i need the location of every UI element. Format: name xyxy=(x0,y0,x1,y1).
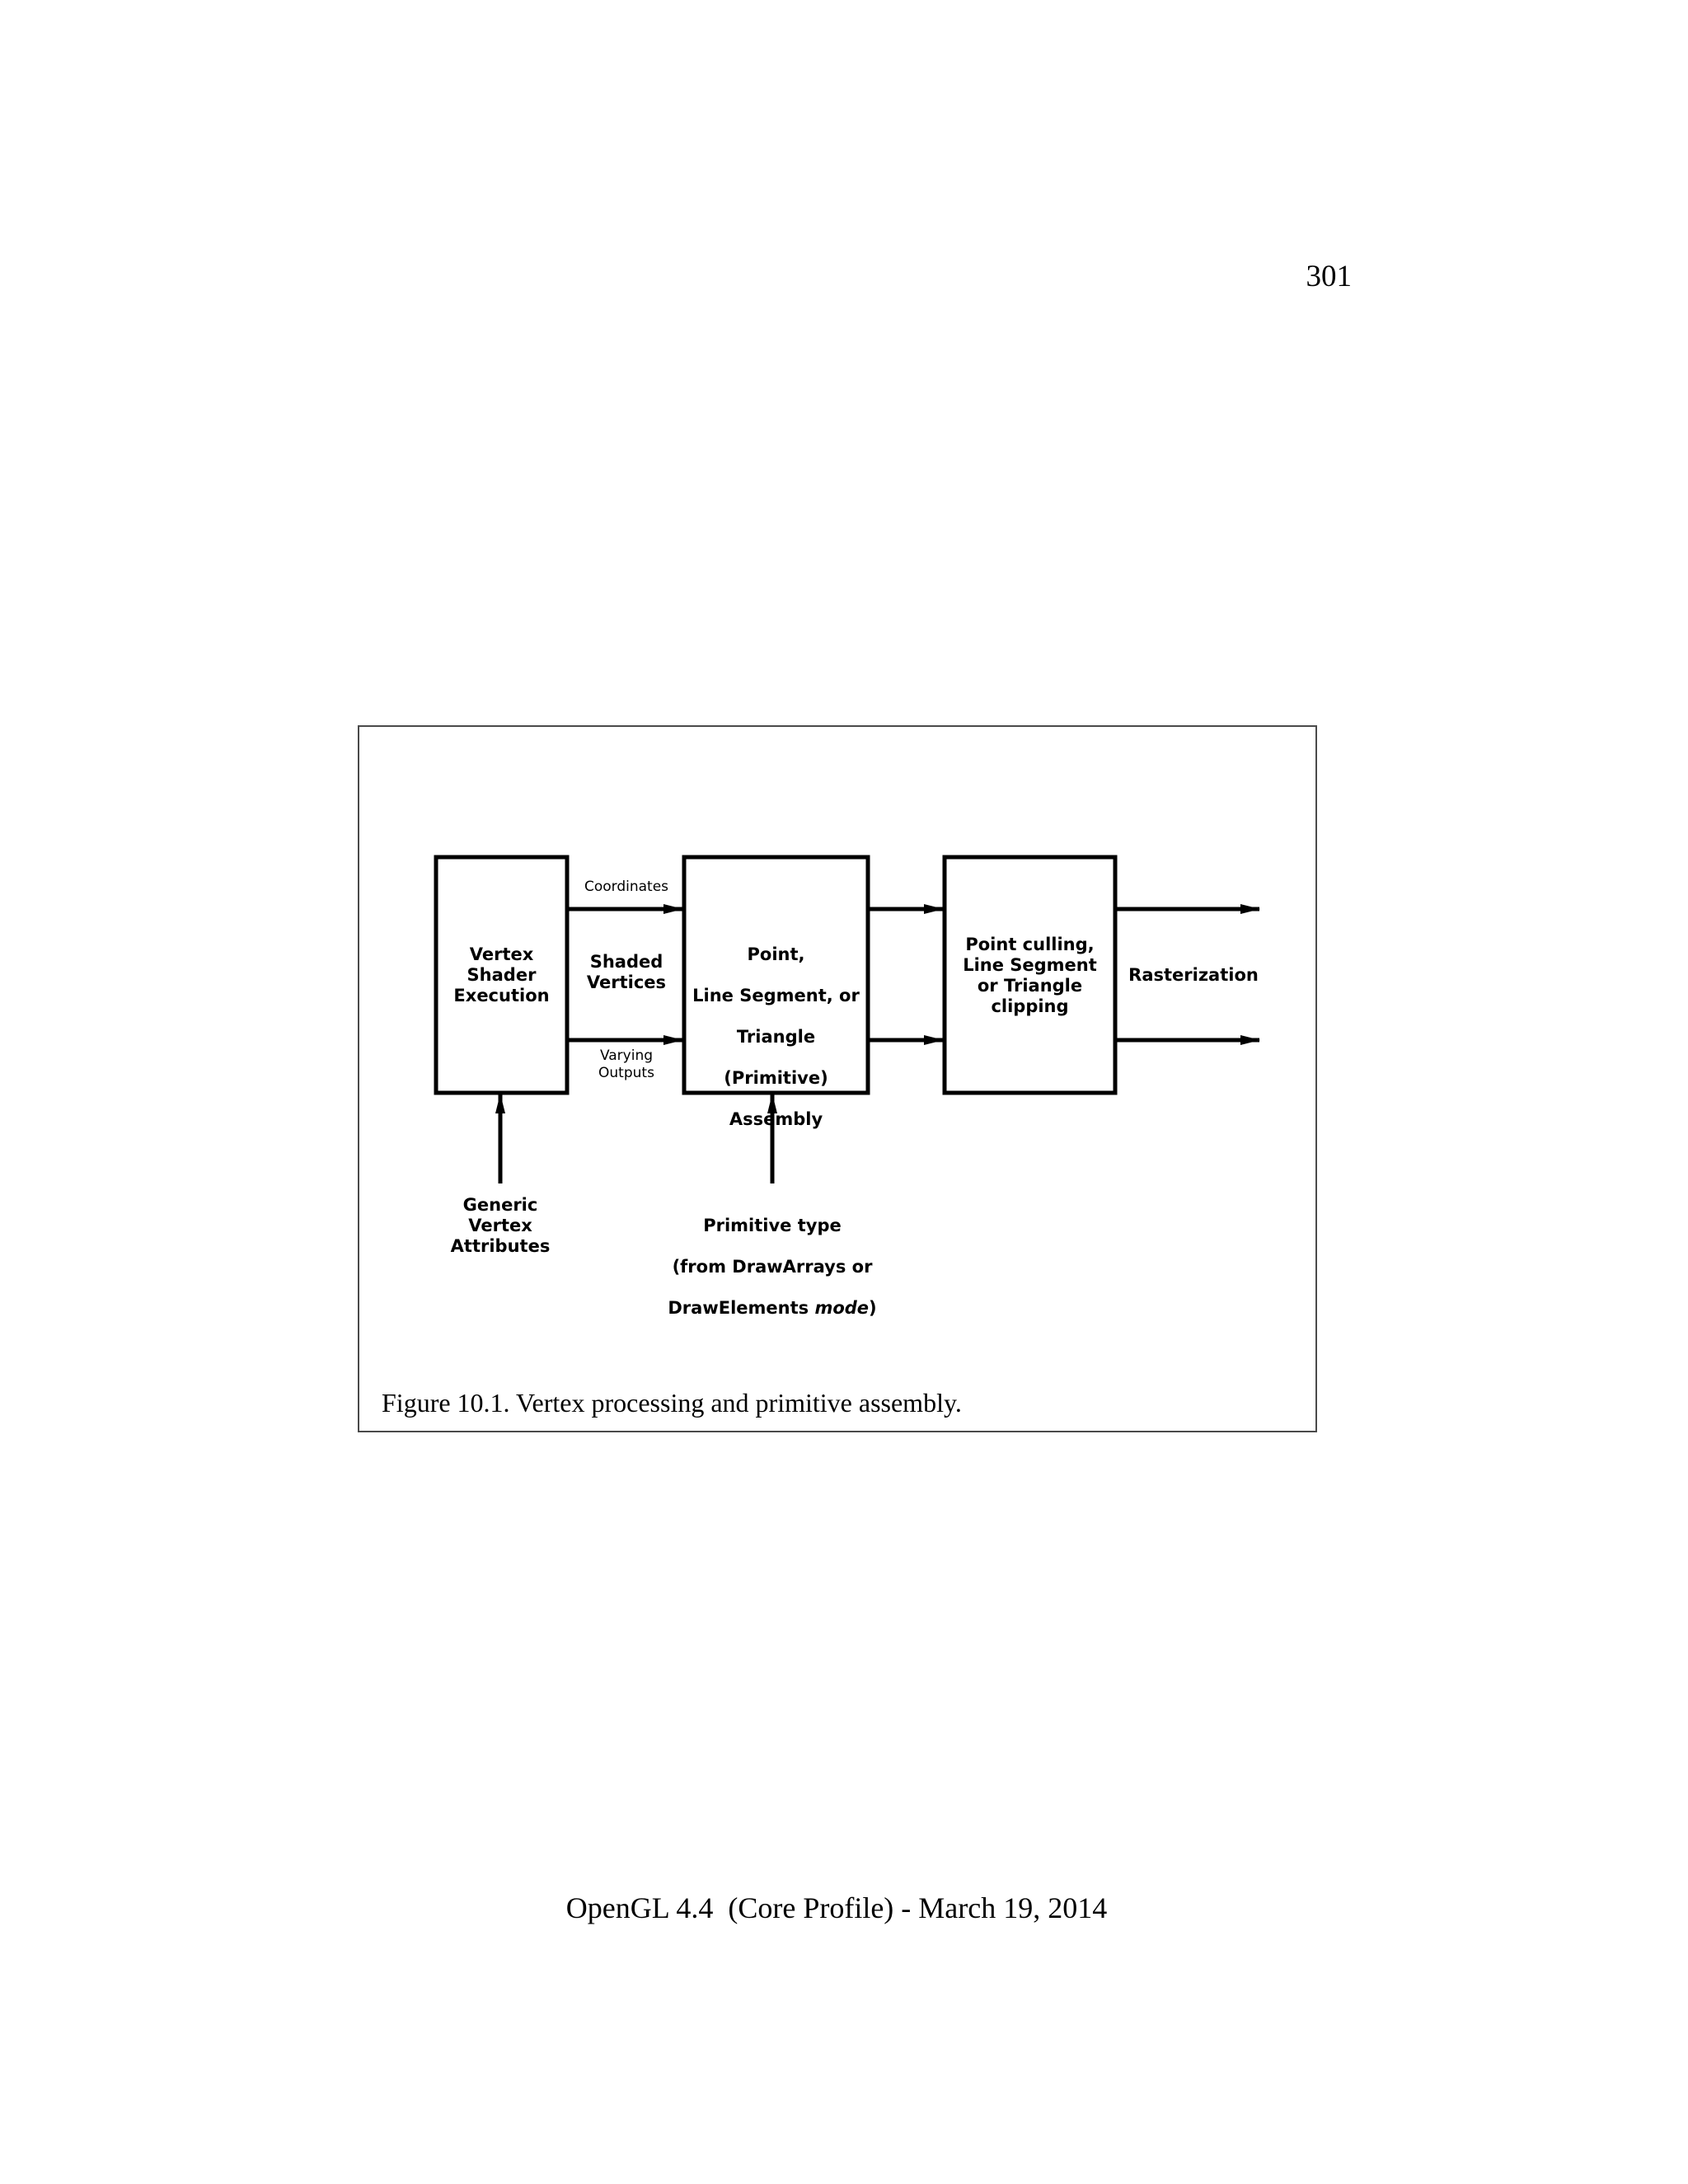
primitive-assembly-line: (Primitive) xyxy=(724,1068,828,1088)
primitive-assembly-line: Triangle xyxy=(736,1027,816,1047)
page-number: 301 xyxy=(1306,260,1352,293)
page-footer: OpenGL 4.4 (Core Profile) - March 19, 2014 xyxy=(565,1891,1108,1924)
primitive-assembly-line: Line Segment, or xyxy=(692,986,860,1005)
primitive-assembly-label xyxy=(686,924,866,1151)
primitive-assembly-line: Assembly xyxy=(729,1109,823,1129)
coordinates-label: Coordinates xyxy=(584,879,669,895)
primitive-type-line xyxy=(649,1298,896,1319)
primitive-type-line3-prefix: DrawElements xyxy=(668,1298,815,1318)
primitive-type-label xyxy=(649,1195,896,1339)
generic-vertex-attributes-label: Generic Vertex Attributes xyxy=(450,1195,551,1256)
figure-caption: Figure 10.1. Vertex processing and primitive assembly. xyxy=(382,1388,962,1418)
primitive-type-mode: mode xyxy=(814,1298,870,1318)
vertex-shader-label: Vertex Shader Execution xyxy=(453,944,550,1005)
primitive-type-line3-suffix: ) xyxy=(869,1298,877,1318)
primitive-type-line: (from DrawArrays or xyxy=(672,1257,873,1277)
varying-outputs-label: Varying Outputs xyxy=(598,1047,654,1081)
primitive-type-line: Primitive type xyxy=(703,1216,842,1235)
shaded-vertices-label: Shaded Vertices xyxy=(586,952,667,992)
rasterization-label: Rasterization xyxy=(1128,965,1259,985)
primitive-assembly-line: Point, xyxy=(747,944,805,964)
clipping-label: Point culling, Line Segment or Triangle clipping xyxy=(963,935,1097,1016)
